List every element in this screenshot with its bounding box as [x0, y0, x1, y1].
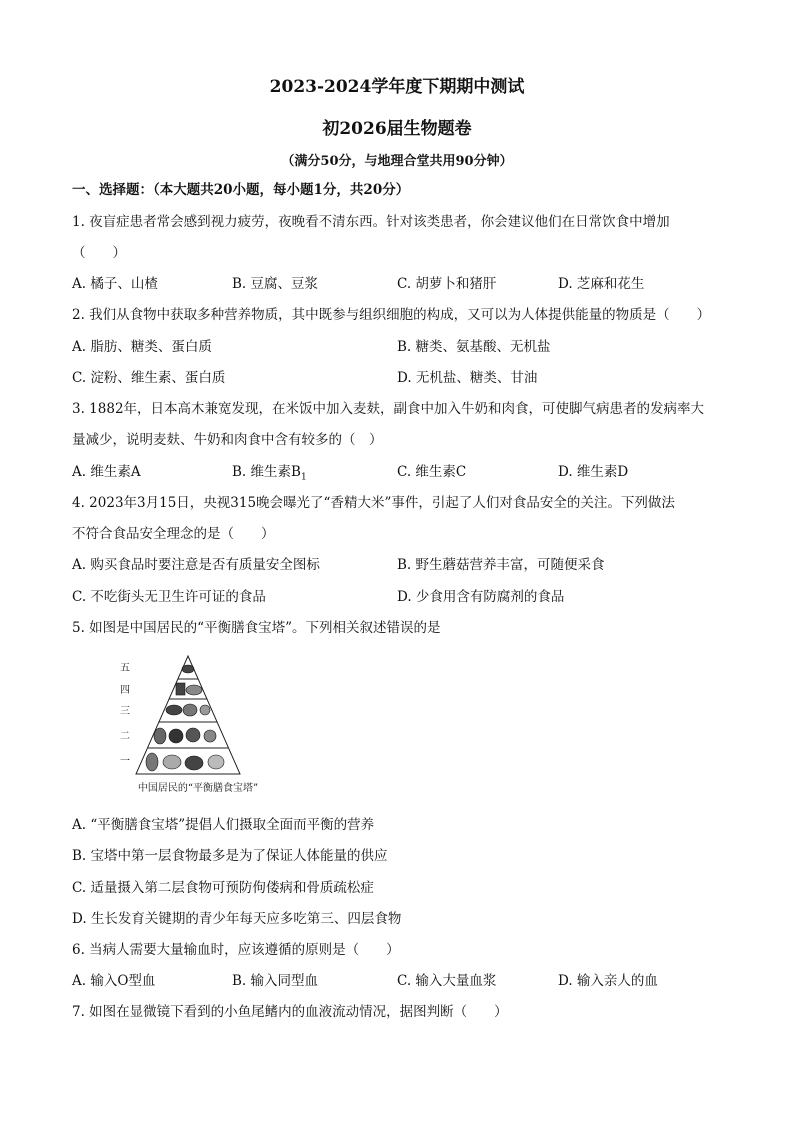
exam-title: 2023-2024学年度下期期中测试: [269, 77, 525, 97]
question-6-option-c: C. 输入大量血浆: [397, 973, 497, 989]
meat-icon: [183, 704, 197, 716]
question-3-option-b: [232, 462, 307, 488]
exam-subject-title: 初2026届生物题卷: [322, 119, 472, 139]
question-2-option-b: B. 糖类、氨基酸、无机盐: [397, 339, 551, 355]
pyramid-level-5-label: 五: [120, 663, 130, 674]
question-4-stem-line-2: 不符合食品安全理念的是（ ）: [72, 526, 275, 542]
question-1-blank: （ ）: [72, 245, 126, 261]
question-2-stem: 2. 我们从食物中获取多种营养物质，其中既参与组织细胞的构成，又可以为人体提供能量的物质是（ ）: [72, 307, 711, 323]
question-5-option-c: C. 适量摄入第二层食物可预防佝偻病和骨质疏松症: [72, 880, 374, 896]
question-5-option-b: B. 宝塔中第一层食物最多是为了保证人体能量的供应: [72, 848, 388, 864]
question-7-stem: 7. 如图在显微镜下看到的小鱼尾鳍内的血液流动情况，据图判断（ ）: [72, 1004, 508, 1020]
question-3-stem-line-1: 3. 1882年，日本高木兼宽发现，在米饭中加入麦麸，副食中加入牛奶和肉食，可使脚气病患者的发病率大: [72, 401, 705, 417]
question-3-stem-line-2: 量减少，说明麦麸、牛奶和肉食中含有较多的（ ）: [72, 432, 383, 448]
vegetable-icon: [154, 728, 166, 744]
question-4-stem-line-1: 4. 2023年3月15日，央视315晚会曝光了“香精大米”事件，引起了人们对食品安全的关注。下列做法: [72, 495, 675, 511]
question-3-option-c: C. 维生素C: [397, 464, 467, 480]
question-6-stem: 6. 当病人需要大量输血时，应该遵循的原则是（ ）: [72, 942, 400, 958]
fish-icon: [166, 705, 182, 715]
question-3-option-a: A. 维生素A: [72, 464, 141, 480]
milk-icon: [176, 683, 185, 695]
bread-icon: [163, 755, 181, 769]
question-2-option-d: D. 无机盐、糖类、甘油: [397, 370, 538, 386]
question-1-option-a: A. 橘子、山楂: [72, 276, 158, 292]
question-1-option-d: D. 芝麻和花生: [558, 276, 645, 292]
question-2-option-a: A. 脂肪、糖类、蛋白质: [72, 339, 212, 355]
question-5-stem: 5. 如图是中国居民的“平衡膳食宝塔”。下列相关叙述错误的是: [72, 620, 441, 636]
corn-icon: [146, 753, 158, 771]
question-6-option-a: A. 输入O型血: [72, 973, 156, 989]
fruit-icon: [169, 729, 183, 743]
sweet-potato-icon: [185, 756, 203, 770]
question-1-option-b: B. 豆腐、豆浆: [232, 276, 319, 292]
pyramid-level-3-label: 三: [120, 706, 130, 717]
question-5-option-a: A. “平衡膳食宝塔”提倡人们摄取全面而平衡的营养: [72, 817, 375, 833]
egg-icon: [200, 705, 210, 715]
question-3-option-b-subscript: 1: [300, 472, 307, 483]
question-6-option-d: D. 输入亲人的血: [558, 973, 658, 989]
question-2-option-c: C. 淀粉、维生素、蛋白质: [72, 370, 226, 386]
question-1-stem: 1. 夜盲症患者常会感到视力疲劳，夜晚看不清东西。针对该类患者，你会建议他们在日常饮食中增加: [72, 214, 670, 230]
question-4-option-b: B. 野生蘑菇营养丰富，可随便采食: [397, 557, 605, 573]
pyramid-caption: 中国居民的“平衡膳食宝塔”: [137, 783, 259, 794]
question-1-option-c: C. 胡萝卜和猪肝: [397, 276, 497, 292]
question-4-option-c: C. 不吃街头无卫生许可证的食品: [72, 589, 266, 605]
question-3-option-b-text: B. 维生素B: [232, 464, 301, 480]
question-3-option-d: D. 维生素D: [558, 464, 629, 480]
orange-icon: [204, 730, 216, 742]
pyramid-level-4-label: 四: [120, 685, 130, 696]
question-5-option-d: D. 生长发育关键期的青少年每天应多吃第三、四层食物: [72, 911, 402, 927]
section-heading: 一、选择题：（本大题共20小题，每小题1分，共20分）: [72, 182, 410, 198]
question-6-option-b: B. 输入同型血: [232, 973, 319, 989]
beans-icon: [186, 685, 202, 695]
oil-icon: [182, 665, 194, 673]
apple-icon: [186, 728, 200, 742]
exam-subtitle: （满分50分，与地理合堂共用90分钟）: [281, 154, 513, 169]
question-4-option-d: D. 少食用含有防腐剂的食品: [397, 589, 565, 605]
pyramid-level-1-label: 一: [120, 756, 130, 767]
pyramid-level-2-label: 二: [120, 731, 130, 742]
question-4-option-a: A. 购买食品时要注意是否有质量安全图标: [72, 557, 320, 573]
rice-bowl-icon: [208, 755, 224, 769]
